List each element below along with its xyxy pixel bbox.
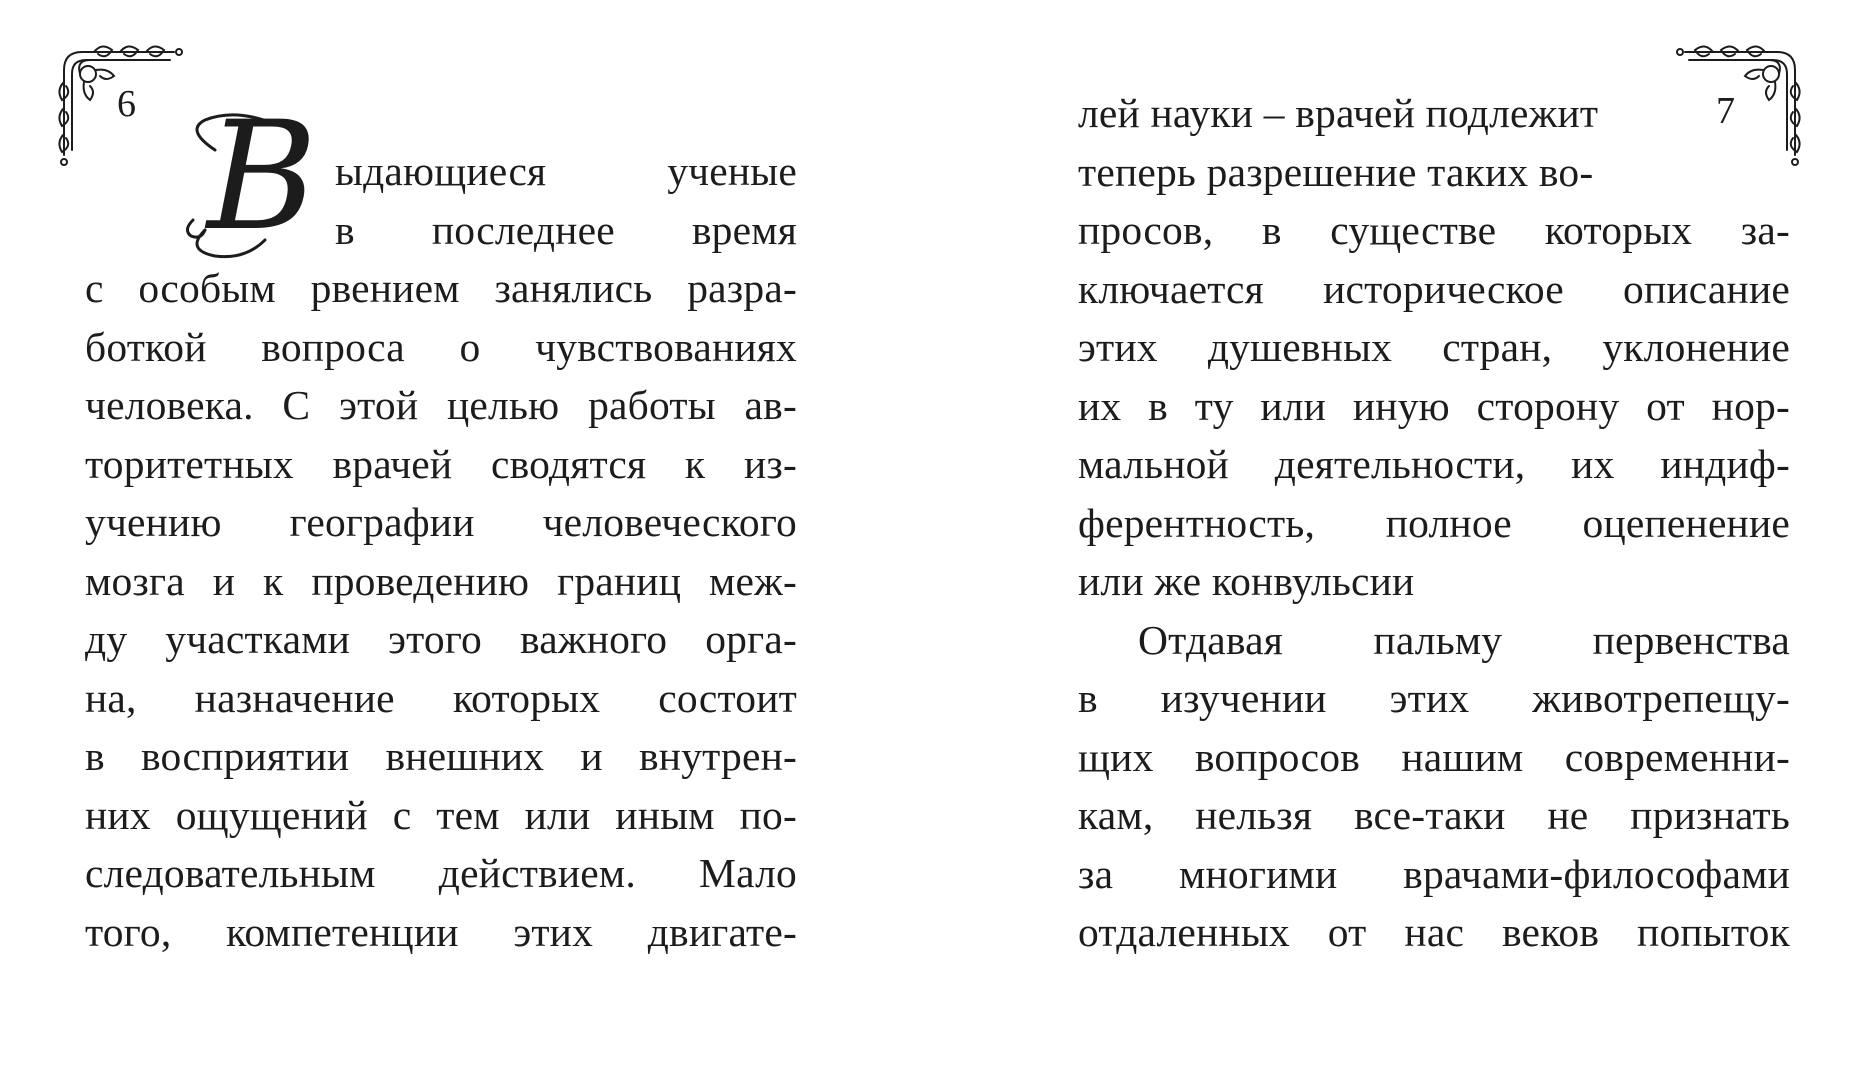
text-line: ду участками этого важного орга- (85, 616, 797, 662)
text-line: кам, нельзя все-таки не признать (1078, 792, 1790, 838)
text-line: Отдавая пальму первенства (1138, 616, 1790, 663)
text-line: в изучении этих животрепещу- (1078, 675, 1790, 721)
text-line: просов, в существе которых за- (1078, 207, 1790, 253)
right-page-text (1078, 84, 1790, 962)
text-line: щих вопросов нашим современни- (1078, 733, 1790, 780)
text-line: ферентность, полное оцепенение (1078, 499, 1790, 546)
page-number-right: 7 (1716, 90, 1735, 132)
drop-cap-letter: В (207, 90, 318, 264)
text-line: человека. С этой целью работы ав- (85, 382, 797, 428)
text-line: них ощущений с тем или иным по- (85, 791, 797, 838)
text-line: отдаленных от нас веков попыток (1078, 909, 1790, 955)
text-line: того, компетенции этих двигате- (85, 908, 797, 955)
page-number-left: 6 (117, 83, 136, 125)
text-line: мозга и к проведению границ меж- (85, 557, 797, 604)
text-line: лей науки – врачей подлежит (1078, 90, 1599, 136)
text-line: теперь разрешение таких во- (1078, 148, 1594, 195)
text-line: ключается историческое описание (1078, 265, 1790, 312)
text-line: торитетных врачей сводятся к из- (85, 440, 797, 487)
text-line: мальной деятельности, их индиф- (1078, 441, 1790, 487)
text-line: их в ту или иную сторону от нор- (1078, 382, 1790, 429)
text-line: ыдающиеся ученые (335, 148, 797, 194)
text-line: на, назначение которых состоит (85, 674, 797, 721)
left-page-text (85, 142, 797, 961)
text-line: в последнее время (335, 206, 797, 253)
text-line: следовательным действием. Мало (85, 850, 797, 896)
text-line: с особым рвением занялись разра- (85, 265, 797, 311)
text-line: этих душевных стран, уклонение (1078, 324, 1790, 370)
text-line: за многими врачами-философами (1078, 850, 1790, 897)
text-line: учению географии человеческого (85, 499, 797, 545)
text-line: в восприятии внешних и внутрен- (85, 733, 797, 779)
text-line: боткой вопроса о чувствованиях (85, 323, 797, 370)
text-line: или же конвульсии (1078, 558, 1415, 604)
